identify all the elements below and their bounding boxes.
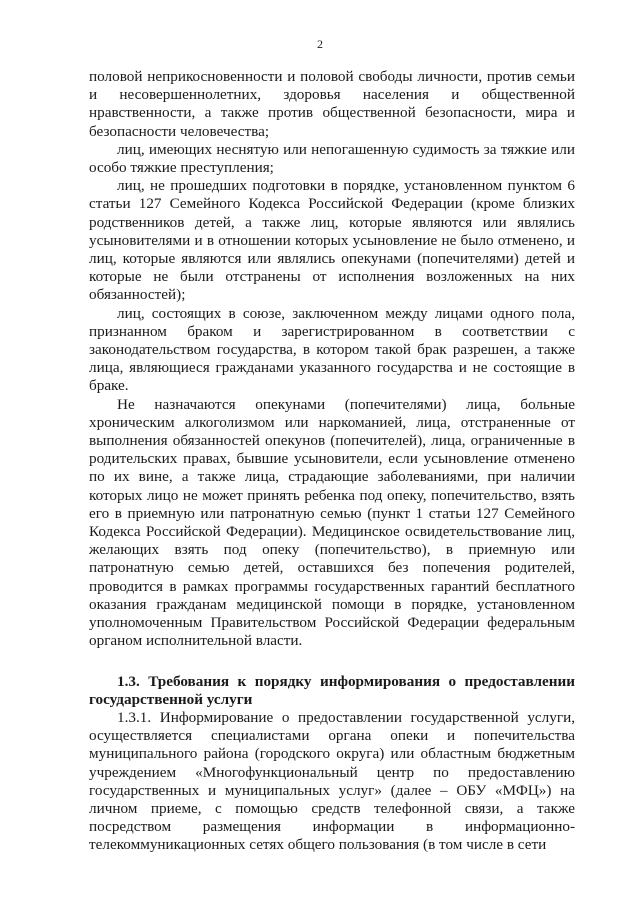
paragraph: лиц, не прошедших подготовки в порядке, установленном пунктом 6 статьи 127 Семейного Кодекса Российской Федерации (кроме близких родственников детей, а также лиц, которые являются или являлись усыновителями и в отношении которых усыновление не было отменено, и лиц, которые являются или являлись опекунами (попечителями) детей и которые не были отстранены от исполнения возложенных на них обязанностей); — [89, 177, 575, 304]
paragraph: половой неприкосновенности и половой свободы личности, против семьи и несовершеннолетних, здоровья населения и общественной нравственности, а также против общественной безопасности, мира и безопасности человечества; — [89, 68, 575, 140]
page-number: 2 — [317, 37, 323, 51]
paragraph: лиц, состоящих в союзе, заключенном между лицами одного пола, признанном браком и зарегистрированном в соответствии с законодательством государства, в котором такой брак разрешен, а также лица, являющиеся гражданами указанного государства и не состоящие в браке. — [89, 304, 575, 395]
paragraph: лиц, имеющих неснятую или непогашенную судимость за тяжкие или особо тяжкие преступления; — [89, 140, 575, 177]
section-heading: 1.3. Требования к порядку информирования о предоставлении государственной услуги — [89, 672, 575, 708]
document-body — [89, 68, 575, 855]
paragraph: Не назначаются опекунами (попечителями) лица, больные хроническим алкоголизмом или наркоманией, лица, отстраненные от выполнения обязанностей опекунов (попечителей), лица, ограниченные в родительских правах, бывшие усыновители, если усыновление отменено по их вине, а также лица, страдающие заболеваниями, при наличии которых лицо не может принять ребенка под опеку, попечительство, взять его в приемную или патронатную семью (пункт 1 статьи 127 Семейного Кодекса Российской Федерации). Медицинское освидетельствование лиц, желающих взять под опеку (попечительство), в приемную или патронатную семью детей, оставшихся без попечения родителей, проводится в рамках программы государственных гарантий бесплатного оказания гражданам медицинской помощи в порядке, установленном уполномоченным Правительством Российской Федерации федеральным органом исполнительной власти. — [89, 395, 575, 650]
paragraph: 1.3.1. Информирование о предоставлении государственной услуги, осуществляется специалистами органа опеки и попечительства муниципального района (городского округа) или областным бюджетным учреждением «Многофункциональный центр по предоставлению государственных и муниципальных услуг» (далее – ОБУ «МФЦ») на личном приеме, с помощью средств телефонной связи, а также посредством размещения информации в информационно-телекоммуникационных сетях общего пользования (в том числе в сети — [89, 708, 575, 854]
